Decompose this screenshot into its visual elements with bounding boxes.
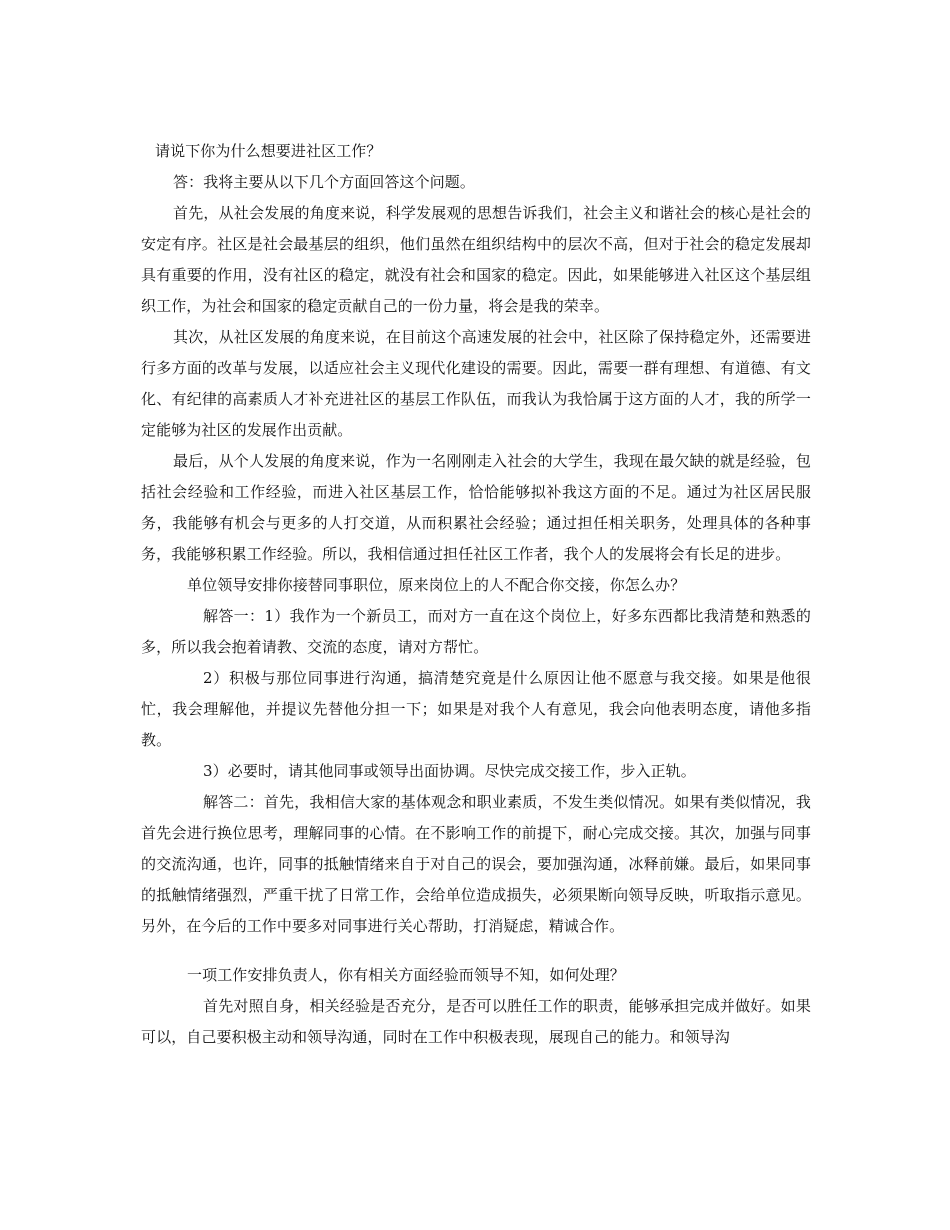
answer-paragraph: 2）积极与那位同事进行沟通，搞清楚究竟是什么原因让他不愿意与我交接。如果是他很忙，我会理解他，并提议先替他分担一下；如果是对我个人有意见，我会向他表明态度，请他多指教。 [141,669,811,749]
answer-intro: 答：我将主要从以下几个方面回答这个问题。 [173,173,476,191]
question-heading: 请说下你为什么想要进社区工作？ [155,142,382,160]
question-heading: 单位领导安排你接替同事职位，原来岗位上的人不配合你交接，你怎么办？ [187,576,686,594]
answer-paragraph: 解答二：首先，我相信大家的基体观念和职业素质，不发生类似情况。如果有类似情况，我首先会进行换位思考，理解同事的心情。在不影响工作的前提下，耐心完成交接。其次，加强与同事的交流沟通，也许，同事的抵触情绪来自于对自己的误会，要加强沟通，冰释前嫌。最后，如果同事的抵触情绪强烈，严重干扰了日常工作，会给单位造成损失，必须果断向领导反映，听取指示意见。另外，在今后的工作中要多对同事进行关心帮助，打消疑虑，精诚合作。 [141,793,811,935]
question-heading: 一项工作安排负责人，你有相关方面经验而领导不知，如何处理？ [187,966,625,984]
answer-paragraph: 首先对照自身，相关经验是否充分，是否可以胜任工作的职责，能够承担完成并做好。如果可以，自己要积极主动和领导沟通，同时在工作中积极表现，展现自己的能力。和领导沟 [141,997,811,1046]
answer-paragraph: 3）必要时，请其他同事或领导出面协调。尽快完成交接工作，步入正轨。 [203,762,696,780]
answer-paragraph: 首先，从社会发展的角度来说，科学发展观的思想告诉我们，社会主义和谐社会的核心是社会的安定有序。社区是社会最基层的组织，他们虽然在组织结构中的层次不高，但对于社会的稳定发展却具有重要的作用，没有社区的稳定，就没有社会和国家的稳定。因此，如果能够进入社区这个基层组织工作，为社会和国家的稳定贡献自己的一份力量，将会是我的荣幸。 [141,204,811,315]
answer-paragraph: 解答一：1）我作为一个新员工，而对方一直在这个岗位上，好多东西都比我清楚和熟悉的多，所以我会抱着请教、交流的态度，请对方帮忙。 [141,607,811,656]
answer-paragraph: 最后，从个人发展的角度来说，作为一名刚刚走入社会的大学生，我现在最欠缺的就是经验，包括社会经验和工作经验，而进入社区基层工作，恰恰能够拟补我这方面的不足。通过为社区居民服务，我能够有机会与更多的人打交道，从而积累社会经验；通过担任相关职务，处理具体的各种事务，我能够积累工作经验。所以，我相信通过担任社区工作者，我个人的发展将会有长足的进步。 [141,452,811,563]
answer-paragraph: 其次，从社区发展的角度来说，在目前这个高速发展的社会中，社区除了保持稳定外，还需要进行多方面的改革与发展，以适应社会主义现代化建设的需要。因此，需要一群有理想、有道德、有文化、有纪律的高素质人才补充进社区的基层工作队伍，而我认为我恰属于这方面的人才，我的所学一定能够为社区的发展作出贡献。 [141,328,811,439]
document-body [141,136,811,1053]
